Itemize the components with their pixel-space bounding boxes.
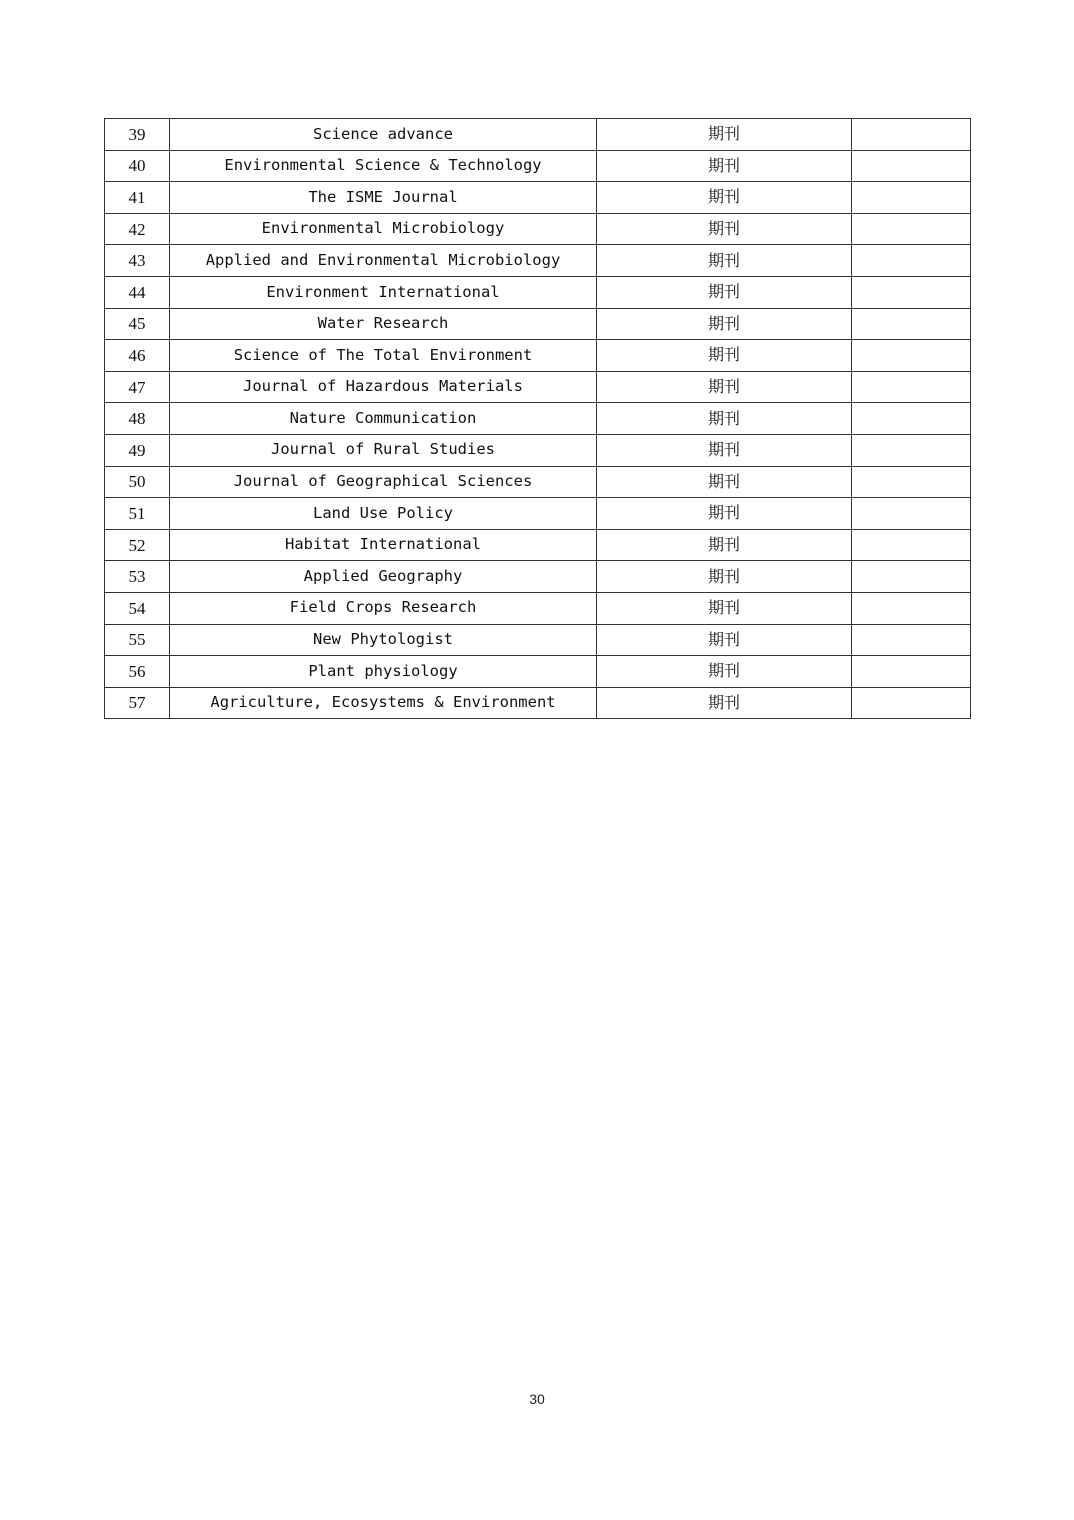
row-number-cell: 45 [105, 308, 170, 340]
journal-name-cell: Nature Communication [170, 403, 597, 435]
row-number-cell: 51 [105, 498, 170, 530]
publication-type-cell: 期刊 [597, 276, 852, 308]
table-row [105, 561, 971, 593]
row-number-cell: 56 [105, 656, 170, 688]
journal-name-cell: Plant physiology [170, 656, 597, 688]
publication-type-cell: 期刊 [597, 308, 852, 340]
publication-type-cell: 期刊 [597, 371, 852, 403]
note-cell [852, 340, 971, 372]
journal-list-table [104, 118, 971, 719]
table-row [105, 371, 971, 403]
table-row [105, 403, 971, 435]
journal-name-cell: Habitat International [170, 529, 597, 561]
journal-name-cell: Land Use Policy [170, 498, 597, 530]
row-number-cell: 42 [105, 213, 170, 245]
row-number-cell: 53 [105, 561, 170, 593]
publication-type-cell: 期刊 [597, 119, 852, 151]
table-row [105, 245, 971, 277]
row-number-cell: 49 [105, 434, 170, 466]
journal-name-cell: Journal of Hazardous Materials [170, 371, 597, 403]
note-cell [852, 434, 971, 466]
publication-type-cell: 期刊 [597, 592, 852, 624]
row-number-cell: 50 [105, 466, 170, 498]
publication-type-cell: 期刊 [597, 340, 852, 372]
table-row [105, 276, 971, 308]
journal-name-cell: New Phytologist [170, 624, 597, 656]
journal-name-cell: Environmental Science & Technology [170, 150, 597, 182]
publication-type-cell: 期刊 [597, 213, 852, 245]
note-cell [852, 119, 971, 151]
journal-name-cell: Applied and Environmental Microbiology [170, 245, 597, 277]
note-cell [852, 656, 971, 688]
row-number-cell: 41 [105, 182, 170, 214]
publication-type-cell: 期刊 [597, 434, 852, 466]
publication-type-cell: 期刊 [597, 150, 852, 182]
journal-name-cell: Science of The Total Environment [170, 340, 597, 372]
publication-type-cell: 期刊 [597, 403, 852, 435]
note-cell [852, 276, 971, 308]
table-row [105, 624, 971, 656]
note-cell [852, 213, 971, 245]
row-number-cell: 39 [105, 119, 170, 151]
row-number-cell: 48 [105, 403, 170, 435]
publication-type-cell: 期刊 [597, 245, 852, 277]
table-row [105, 466, 971, 498]
table-row [105, 308, 971, 340]
row-number-cell: 46 [105, 340, 170, 372]
row-number-cell: 44 [105, 276, 170, 308]
table-row [105, 687, 971, 719]
table-row [105, 529, 971, 561]
journal-table-body [105, 119, 971, 719]
row-number-cell: 52 [105, 529, 170, 561]
table-row [105, 213, 971, 245]
table-row [105, 119, 971, 151]
journal-name-cell: Applied Geography [170, 561, 597, 593]
table-row [105, 150, 971, 182]
table-row [105, 592, 971, 624]
note-cell [852, 624, 971, 656]
table-row [105, 498, 971, 530]
publication-type-cell: 期刊 [597, 656, 852, 688]
row-number-cell: 43 [105, 245, 170, 277]
journal-name-cell: Science advance [170, 119, 597, 151]
table-row [105, 434, 971, 466]
table-row [105, 656, 971, 688]
journal-name-cell: Water Research [170, 308, 597, 340]
publication-type-cell: 期刊 [597, 529, 852, 561]
journal-name-cell: Agriculture, Ecosystems & Environment [170, 687, 597, 719]
journal-name-cell: Field Crops Research [170, 592, 597, 624]
journal-name-cell: The ISME Journal [170, 182, 597, 214]
note-cell [852, 592, 971, 624]
note-cell [852, 308, 971, 340]
note-cell [852, 371, 971, 403]
publication-type-cell: 期刊 [597, 182, 852, 214]
note-cell [852, 529, 971, 561]
note-cell [852, 561, 971, 593]
publication-type-cell: 期刊 [597, 561, 852, 593]
row-number-cell: 54 [105, 592, 170, 624]
row-number-cell: 55 [105, 624, 170, 656]
page-number: 30 [529, 1391, 545, 1407]
journal-name-cell: Environmental Microbiology [170, 213, 597, 245]
journal-name-cell: Journal of Geographical Sciences [170, 466, 597, 498]
publication-type-cell: 期刊 [597, 466, 852, 498]
journal-name-cell: Journal of Rural Studies [170, 434, 597, 466]
note-cell [852, 245, 971, 277]
row-number-cell: 40 [105, 150, 170, 182]
row-number-cell: 57 [105, 687, 170, 719]
note-cell [852, 182, 971, 214]
row-number-cell: 47 [105, 371, 170, 403]
table-row [105, 340, 971, 372]
journal-name-cell: Environment International [170, 276, 597, 308]
note-cell [852, 466, 971, 498]
publication-type-cell: 期刊 [597, 624, 852, 656]
table-row [105, 182, 971, 214]
note-cell [852, 687, 971, 719]
note-cell [852, 150, 971, 182]
publication-type-cell: 期刊 [597, 498, 852, 530]
note-cell [852, 403, 971, 435]
note-cell [852, 498, 971, 530]
publication-type-cell: 期刊 [597, 687, 852, 719]
